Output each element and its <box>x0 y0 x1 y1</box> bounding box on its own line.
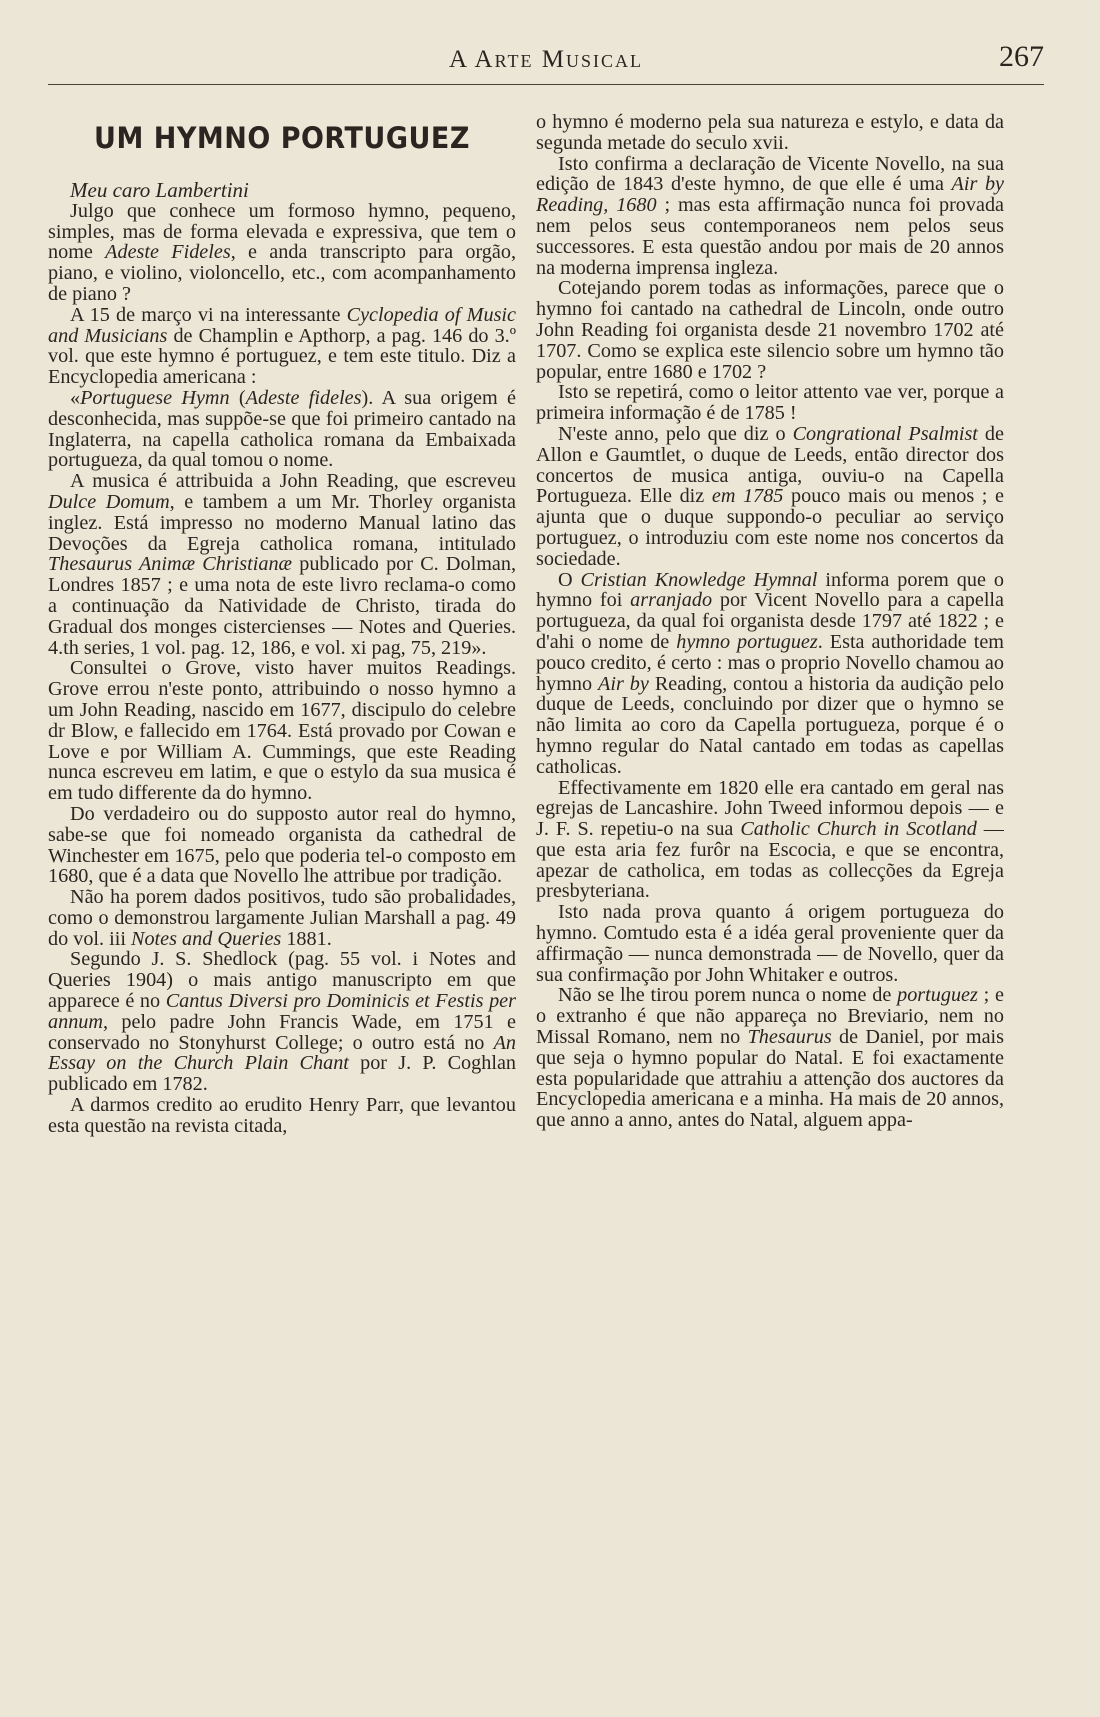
paragraph: Não ha porem dados positivos, tudo são probalidades, como o demonstrou largamente Julian Marshall a pag. 49 do vol. iii Notes and Queries 1881. <box>48 886 516 950</box>
page-number: 267 <box>999 40 1044 73</box>
journal-title: A Arte Musical <box>449 46 643 73</box>
running-head <box>48 40 1044 85</box>
paragraph: Julgo que conhece um formoso hymno, pequeno, simples, mas de forma elevada e expressiva, que tem o nome Adeste Fideles, e anda transcripto para orgão, piano, e violino, violoncello, etc., com acompanhamento de piano ? <box>48 199 516 305</box>
paragraph: N'este anno, pelo que diz o Congrational Psalmist de Allon e Gaumtlet, o duque de Leeds, então director dos concertos de musica antiga, ouviu-o na Capella Portugueza. Elle diz em 1785 pouco mais ou menos ; e ajunta que o duque suppondo-o peculiar ao serviço portuguez, o introduziu com este nome nos concertos da sociedade. <box>536 422 1004 570</box>
paragraph: Effectivamente em 1820 elle era cantado em geral nas egrejas de Lancashire. John Tweed informou depois — e J. F. S. repetiu-o na sua Catholic Church in Scotland — que esta aria fez furôr na Escocia, e que se encontra, apezar de catholica, em todas as collecções da Egreja presbyteriana. <box>536 776 1004 903</box>
article-body <box>48 112 1048 1702</box>
right-paragraphs <box>536 112 1004 1131</box>
paragraph: Isto confirma a declaração de Vicente Novello, na sua edição de 1843 d'este hymno, de que elle é uma Air by Reading, 1680 ; mas esta affirmação nunca foi provada nem pelos seus contemporaneos nem pelos seus successores. E esta questão andou por mais de 20 annos na moderna imprensa ingleza. <box>536 152 1004 279</box>
paragraph: A 15 de março vi na interessante Cyclopedia of Music and Musicians de Champlin e Apthorp, a pag. 146 do 3.º vol. que este hymno é portuguez, e tem este titulo. Diz a Encyclopedia americana : <box>48 303 516 389</box>
left-column <box>48 112 516 1702</box>
paragraph: Segundo J. S. Shedlock (pag. 55 vol. i Notes and Queries 1904) o mais antigo manuscripto em que apparece é no Cantus Diversi pro Dominicis et Festis per annum, pelo padre John Francis Wade, em 1751 e conservado no Stonyhurst College; o outro está no An Essay on the Church Plain Chant por J. P. Coghlan publicado em 1782. <box>48 948 516 1096</box>
right-column <box>536 112 1004 1702</box>
salutation: Meu caro Lambertini <box>70 178 249 202</box>
paragraph: Isto nada prova quanto á origem portugueza do hymno. Comtudo esta é a idéa geral proveniente quer da affirmação — nunca demonstrada — de Novello, quer da sua confirmação por John Whitaker e outros. <box>536 901 1004 986</box>
paragraph: Consultei o Grove, visto haver muitos Readings. Grove errou n'este ponto, attribuindo o nosso hymno a um John Reading, nascido em 1677, discipulo do celebre dr Blow, e fallecido em 1764. Está provado por Cowan e Love e por William A. Cummings, que este Reading nunca escreveu em latim, e que o estylo da sua musica é em tudo differente da do hymno. <box>48 657 516 805</box>
paragraph: O Cristian Knowledge Hymnal informa porem que o hymno foi arranjado por Vicent Novello para a capella portugueza, da qual foi organista desde 1797 até 1822 ; e d'ahi o nome de hymno portuguez. Esta authoridade tem pouco credito, é certo : mas o proprio Novello chamou ao hymno Air by Reading, contou a historia da audição pelo duque de Leeds, concluindo por dizer que o hymno se não limita ao coro da Capella portugueza, porque é o hymno regular do Natal cantado em todas as capellas catholicas. <box>536 568 1004 778</box>
left-paragraphs <box>48 201 516 1137</box>
paragraph: «Portuguese Hymn (Adeste fideles). A sua origem é desconhecida, mas suppõe-se que foi primeiro cantado na Inglaterra, na capella catholica romana da Embaixada portugueza, da qual tomou o nome. <box>48 386 516 472</box>
article-title: UM HYMNO PORTUGUEZ <box>94 121 470 156</box>
paragraph: A musica é attribuida a John Reading, que escreveu Dulce Domum, e tambem a um Mr. Thorley organista inglez. Está impresso no moderno Manual latino das Devoções da Egreja catholica romana, intitulado Thesaurus Animæ Christianæ publicado por C. Dolman, Londres 1857 ; e uma nota de este livro reclama-o como a continuação da Natividade de Christo, tirada do Gradual dos monges cistercienses — Notes and Queries. 4.th series, 1 vol. pag. 12, 186, e vol. xi pag, 75, 219». <box>48 470 516 659</box>
paragraph: o hymno é moderno pela sua natureza e estylo, e data da segunda metade do seculo xvii. <box>536 112 1004 154</box>
paragraph: A darmos credito ao erudito Henry Parr, que levantou esta questão na revista citada, <box>48 1094 516 1137</box>
paragraph: Do verdadeiro ou do supposto autor real do hymno, sabe-se que foi nomeado organista da cathedral de Winchester em 1675, pelo que poderia tel-o composto em 1680, que é a data que Novello lhe attribue por tradição. <box>48 802 516 888</box>
paragraph: Isto se repetirá, como o leitor attento vae ver, porque a primeira informação é de 1785 ! <box>536 381 1004 425</box>
paragraph: Cotejando porem todas as informações, parece que o hymno foi cantado na cathedral de Lincoln, onde outro John Reading foi organista desde 21 novembro 1702 até 1707. Como se explica este silencio sobre um hymno tão popular, entre 1680 e 1702 ? <box>536 277 1004 383</box>
paragraph: Não se lhe tirou porem nunca o nome de portuguez ; e o extranho é que não appareça no Breviario, nem no Missal Romano, nem no Thesaurus de Daniel, por mais que seja o hymno popular do Natal. E foi exactamente esta popularidade que attrahiu a attenção dos auctores da Encyclopedia americana e a minha. Ha mais de 20 annos, que anno a anno, antes do Natal, alguem appa- <box>536 984 1004 1132</box>
